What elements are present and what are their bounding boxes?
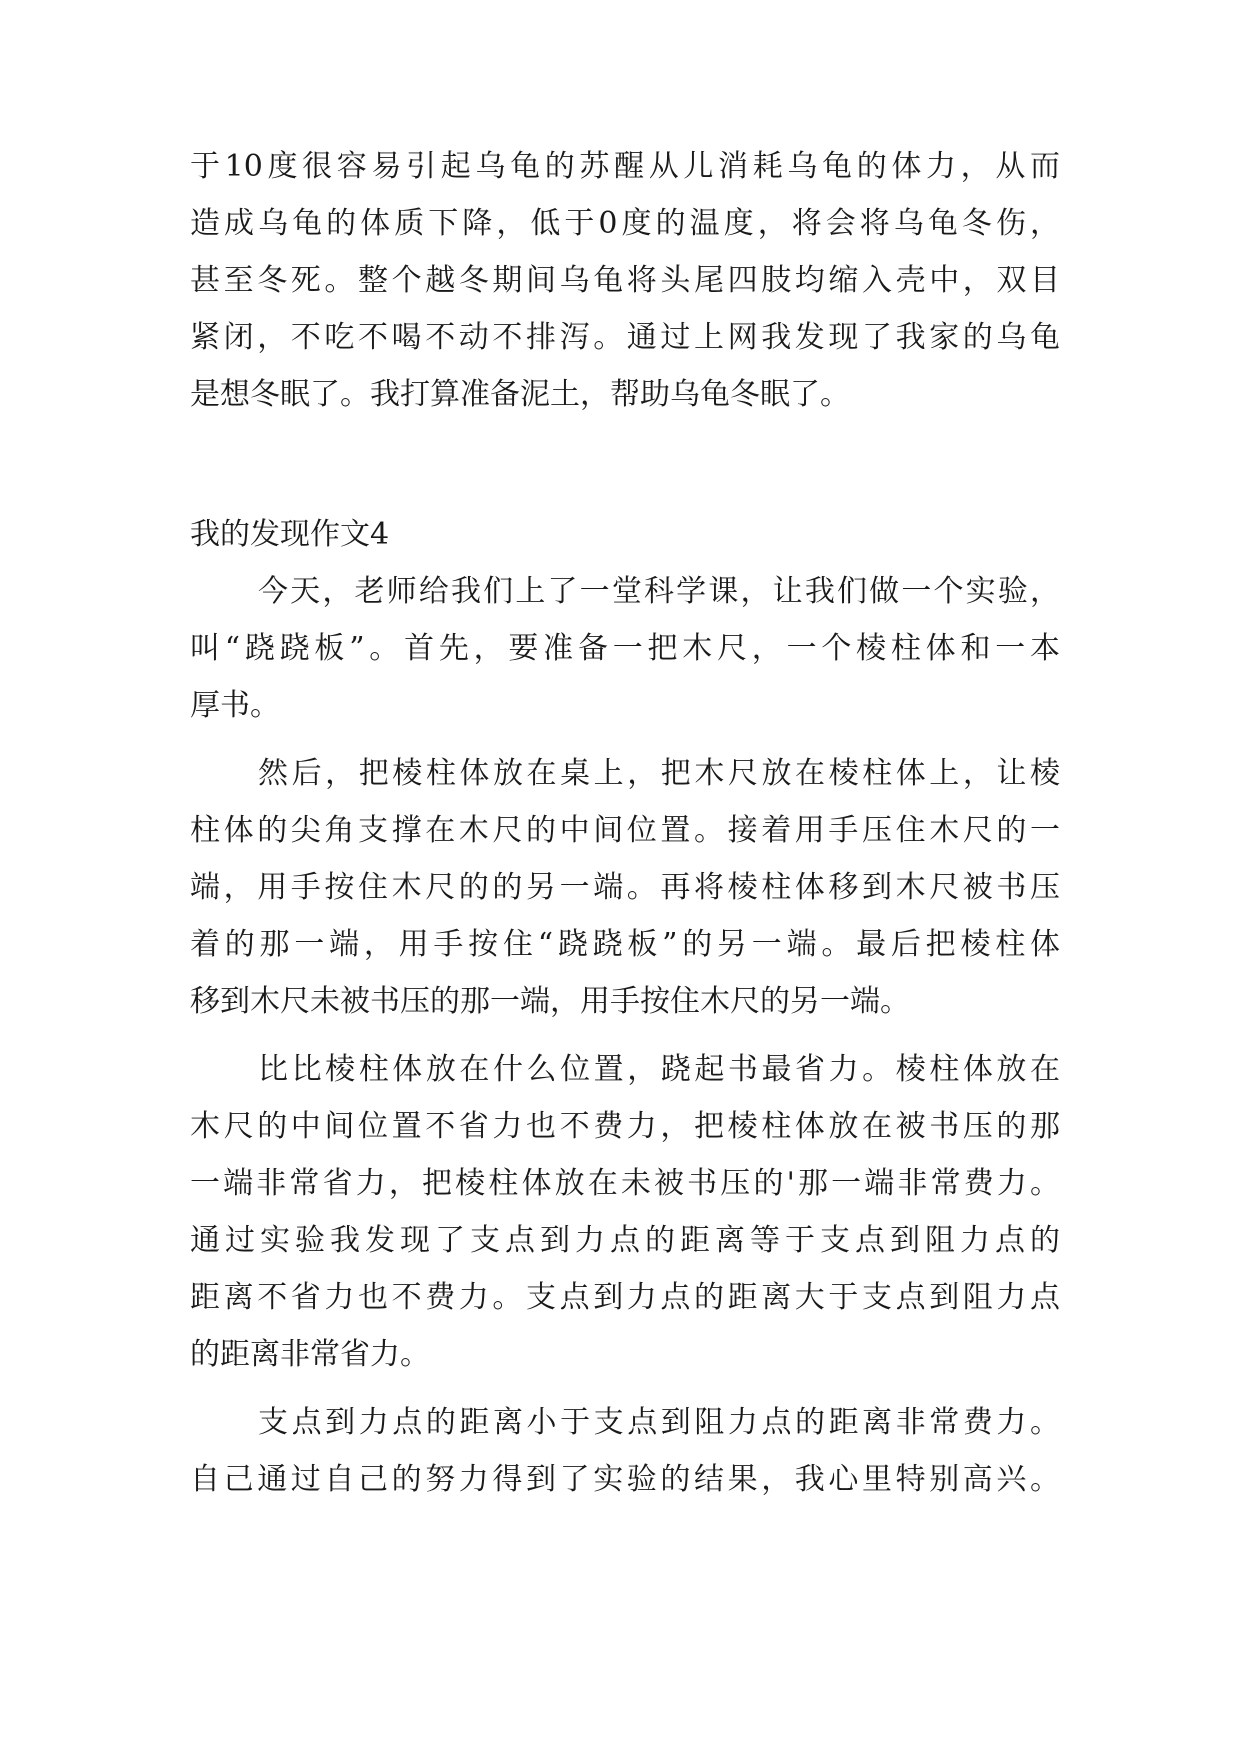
text-line: 紧闭，不吃不喝不动不排泻。通过上网我发现了我家的乌龟: [190, 320, 1060, 355]
text-line: 造成乌龟的体质下降，低于0度的温度，将会将乌龟冬伤，: [190, 206, 1060, 241]
text-line: 甚至冬死。整个越冬期间乌龟将头尾四肢均缩入壳中，双目: [190, 263, 1060, 298]
text-line: 距离不省力也不费力。支点到力点的距离大于支点到阻力点: [190, 1280, 1060, 1315]
text-line: 然后，把棱柱体放在桌上，把木尺放在棱柱体上，让棱: [258, 756, 1060, 791]
section-title: 我的发现作文4: [190, 517, 390, 552]
text-line: 着的那一端，用手按住“跷跷板”的另一端。最后把棱柱体: [190, 927, 1060, 962]
text-line: 支点到力点的距离小于支点到阻力点的距离非常费力。: [258, 1405, 1060, 1440]
text-line: 于10度很容易引起乌龟的苏醒从儿消耗乌龟的体力，从而: [190, 149, 1060, 184]
text-line: 叫“跷跷板”。首先，要准备一把木尺，一个棱柱体和一本: [190, 631, 1060, 666]
text-line: 通过实验我发现了支点到力点的距离等于支点到阻力点的: [190, 1223, 1060, 1258]
text-line: 柱体的尖角支撑在木尺的中间位置。接着用手压住木尺的一: [190, 813, 1060, 848]
text-line: 端，用手按住木尺的的另一端。再将棱柱体移到木尺被书压: [190, 870, 1060, 905]
text-line: 是想冬眠了。我打算准备泥土，帮助乌龟冬眠了。: [190, 377, 850, 412]
text-line: 厚书。: [190, 688, 280, 723]
text-line: 一端非常省力，把棱柱体放在未被书压的'那一端非常费力。: [190, 1166, 1060, 1201]
text-line: 自己通过自己的努力得到了实验的结果，我心里特别高兴。: [190, 1462, 1060, 1497]
text-line: 移到木尺未被书压的那一端，用手按住木尺的另一端。: [190, 984, 910, 1019]
text-line: 木尺的中间位置不省力也不费力，把棱柱体放在被书压的那: [190, 1109, 1060, 1144]
text-line: 的距离非常省力。: [190, 1337, 430, 1372]
text-line: 比比棱柱体放在什么位置，跷起书最省力。棱柱体放在: [258, 1052, 1060, 1087]
text-line: 今天，老师给我们上了一堂科学课，让我们做一个实验，: [258, 574, 1060, 609]
